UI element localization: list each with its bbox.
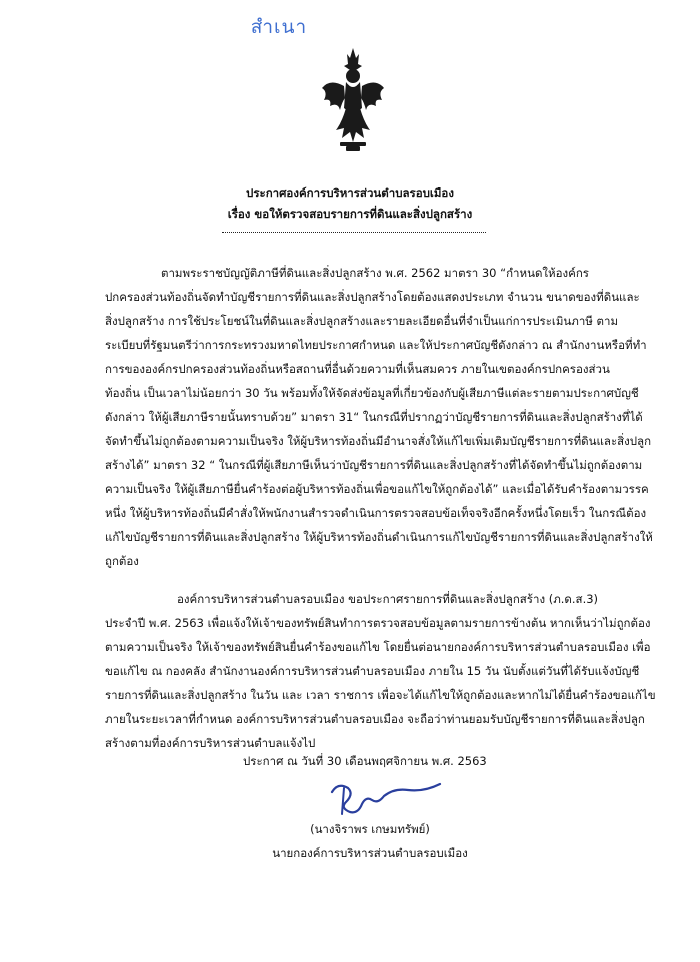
paragraph-line: ความเป็นจริง ให้ผู้เสียภาษียื่นคำร้องต่อผู้บริหารท้องถิ่นเพื่อขอแก้ไขให้ถูกต้องได้” และเมื่อได้รับคำร้องตามวรรค: [105, 482, 649, 496]
paragraph-line: จัดทำขึ้นไม่ถูกต้องตามความเป็นจริง ให้ผู้บริหารท้องถิ่นมีอำนาจสั่งให้แก้ไขเพิ่มเติมบัญชีรายการที่ดินและสิ่งปลูก: [105, 434, 652, 448]
paragraph-line: หนึ่ง ให้ผู้บริหารท้องถิ่นมีคำสั่งให้พนักงานสำรวจดำเนินการตรวจสอบข้อเท็จจริงอีกครั้งหนึ่งโดยเร็ว ในกรณีต้อง: [105, 506, 647, 520]
announcement-subject: เรื่อง ขอให้ตรวจสอบรายการที่ดินและสิ่งปลูกสร้าง: [227, 207, 473, 221]
signer-position: นายกองค์การบริหารส่วนตำบลรอบเมือง: [272, 846, 468, 860]
announcement-title: ประกาศองค์การบริหารส่วนตำบลรอบเมือง: [246, 186, 454, 200]
paragraph-line: ปกครองส่วนท้องถิ่นจัดทำบัญชีรายการที่ดินและสิ่งปลูกสร้างโดยต้องแสดงประเภท จำนวน ขนาดของที่ดินและ: [105, 290, 640, 304]
paragraph-line: สร้างตามที่องค์การบริหารส่วนตำบลแจ้งไป: [105, 736, 316, 750]
paragraph-line: ดังกล่าว ให้ผู้เสียภาษีรายนั้นทราบด้วย” มาตรา 31“ ในกรณีที่ปรากฏว่าบัญชีรายการที่ดินและสิ่งปลูกสร้างที่ได้: [105, 410, 643, 424]
signer-name: (นางจิราพร เกษมทรัพย์): [310, 822, 430, 836]
divider: [222, 232, 486, 233]
paragraph-line: ประจำปี พ.ศ. 2563 เพื่อแจ้งให้เจ้าของทรัพย์สินทำการตรวจสอบข้อมูลตามรายการข้างต้น หากเห็นว่าไม่ถูกต้อง: [105, 616, 651, 630]
announce-date: ประกาศ ณ วันที่ 30 เดือนพฤศจิกายน พ.ศ. 2563: [243, 754, 487, 768]
paragraph-line: ท้องถิ่น เป็นเวลาไม่น้อยกว่า 30 วัน พร้อมทั้งให้จัดส่งข้อมูลที่เกี่ยวข้องกับผู้เสียภาษีแต่ละรายตามประกาศบัญชี: [105, 386, 639, 400]
paragraph-line: ตามความเป็นจริง ให้เจ้าของทรัพย์สินยื่นคำร้องขอแก้ไข โดยยื่นต่อนายกองค์การบริหารส่วนตำบลรอบเมือง เพื่อ: [105, 640, 651, 654]
paragraph-line: ระเบียบที่รัฐมนตรีว่าการกระทรวงมหาดไทยประกาศกำหนด และให้ประกาศบัญชีดังกล่าว ณ สำนักงานหรือที่ทำ: [105, 338, 647, 352]
paragraph-line: แก้ไขบัญชีรายการที่ดินและสิ่งปลูกสร้าง ให้ผู้บริหารท้องถิ่นดำเนินการแก้ไขบัญชีรายการที่ดินและสิ่งปลูกสร้างให้: [105, 530, 653, 544]
paragraph-line: องค์การบริหารส่วนตำบลรอบเมือง ขอประกาศรายการที่ดินและสิ่งปลูกสร้าง (ภ.ด.ส.3): [177, 592, 599, 606]
paragraph-line: สร้างได้” มาตรา 32 “ ในกรณีที่ผู้เสียภาษีเห็นว่าบัญชีรายการที่ดินและสิ่งปลูกสร้างที่ได้จัดทำขึ้นไม่ถูกต้องตาม: [105, 458, 643, 472]
paragraph-line: ภายในระยะเวลาที่กำหนด องค์การบริหารส่วนตำบลรอบเมือง จะถือว่าท่านยอมรับบัญชีรายการที่ดินและสิ่งปลูก: [105, 712, 645, 726]
paragraph-line: ตามพระราชบัญญัติภาษีที่ดินและสิ่งปลูกสร้าง พ.ศ. 2562 มาตรา 30 “กำหนดให้องค์กร: [161, 266, 589, 280]
paragraph-line: ขอแก้ไข ณ กองคลัง สำนักงานองค์การบริหารส่วนตำบลรอบเมือง ภายใน 15 วัน นับตั้งแต่วันที่ได้รับแจ้งบัญชี: [105, 664, 640, 678]
paragraph-line: สิ่งปลูกสร้าง การใช้ประโยชน์ในที่ดินและสิ่งปลูกสร้างและรายละเอียดอื่นที่จำเป็นแก่การประเมินภาษี ตาม: [105, 314, 619, 328]
paragraph-line: รายการที่ดินและสิ่งปลูกสร้าง ในวัน และ เวลา ราชการ เพื่อจะได้แก้ไขให้ถูกต้องและหากไม่ได้ยื่นคำร้องขอแก้ไข: [105, 688, 656, 702]
copy-stamp: สำเนา: [250, 16, 308, 38]
paragraph-line: ถูกต้อง: [105, 554, 139, 568]
garuda-emblem-icon: [318, 48, 388, 152]
signature-image: [328, 778, 444, 820]
paragraph-line: การขององค์กรปกครองส่วนท้องถิ่นหรือสถานที่อื่นด้วยความที่เห็นสมควร ภายในเขตองค์กรปกครองส่วน: [105, 362, 610, 376]
